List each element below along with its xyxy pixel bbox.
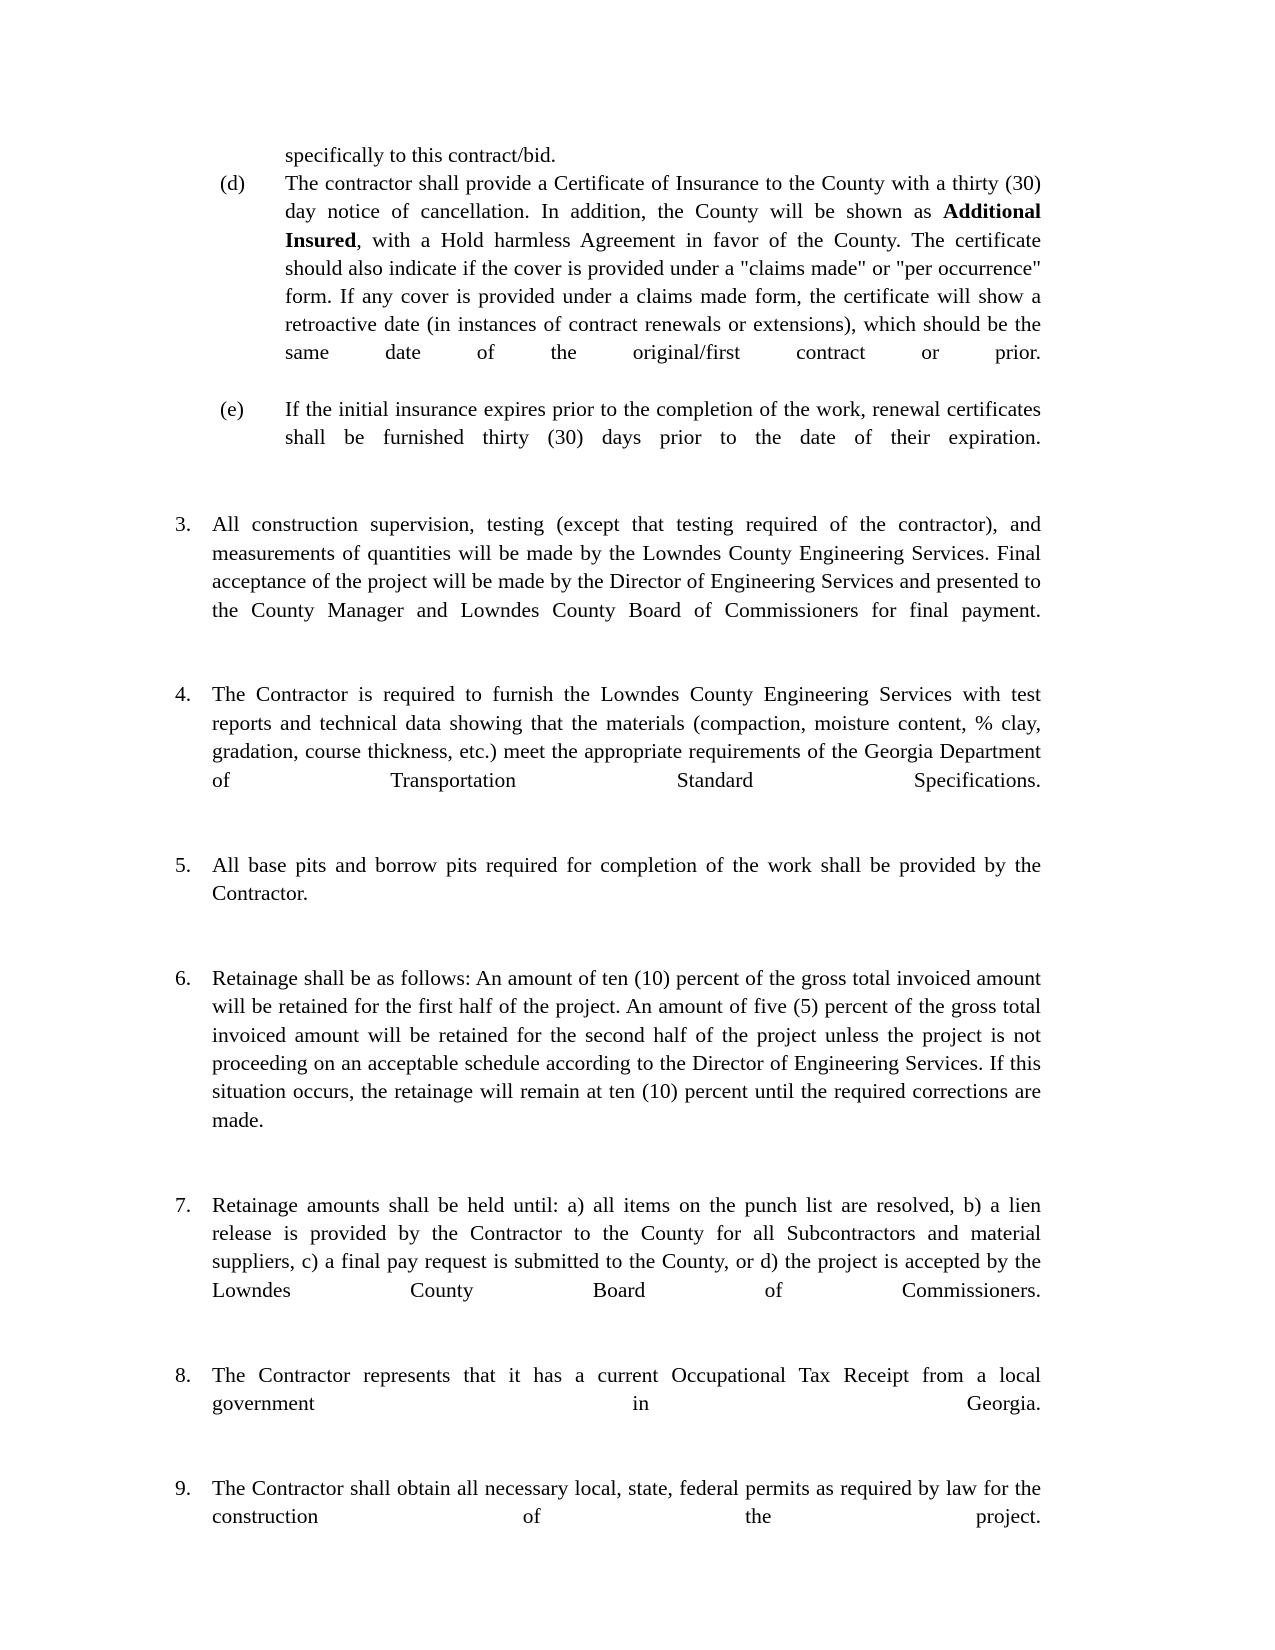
numbered-item-8-text: The Contractor represents that it has a current Occupational Tax Receipt from a local government in Georgia. (212, 1362, 1041, 1415)
numbered-item-9-marker: 9. (175, 1475, 192, 1500)
numbered-item-8-marker: 8. (175, 1362, 192, 1387)
numbered-item-8 (175, 1361, 1041, 1446)
numbered-item-7-marker: 7. (175, 1192, 192, 1217)
lettered-sub-item-list (175, 141, 1041, 479)
sub-item-d-text-before-bold: The contractor shall provide a Certificate of Insurance to the County with a thirty (30) day notice of cancellation. In addition, the County will be shown as (285, 171, 1041, 224)
numbered-item-6-marker: 6. (175, 965, 192, 990)
numbered-item-7 (175, 1191, 1041, 1333)
sub-item-d-text-after-bold: , with a Hold harmless Agreement in favor of the County. The certificate should also indicate if the cover is provided under a "claims made" or "per occurrence" form. If any cover is provided under a claims made form, the certificate will show a retroactive date (in instances of contract renewals or extensions), which should be the same date of the original/first contract or prior. (285, 227, 1041, 365)
numbered-item-4-marker: 4. (175, 682, 192, 707)
document-body (175, 141, 1041, 1581)
numbered-item-3-marker: 3. (175, 512, 192, 537)
numbered-item-9-text: The Contractor shall obtain all necessary local, state, federal permits as required by law for the construction of the project. (212, 1475, 1041, 1529)
sub-item-e-marker: (e) (220, 396, 244, 421)
numbered-item-3 (175, 510, 1041, 652)
numbered-item-7-text: Retainage amounts shall be held until: a) all items on the punch list are resolved, b) a lien release is provided by the Contractor to the County for all Subcontractors and material suppliers, c) a final pay request is submitted to the County, or d) the project is accepted by the Lowndes County Board of Commissioners. (212, 1192, 1041, 1302)
continued-paragraph-line: specifically to this contract/bid. (285, 143, 557, 167)
sub-item-d (175, 169, 1041, 395)
numbered-item-5-text: All base pits and borrow pits required for completion of the work shall be provided by the Contractor. (212, 852, 1041, 905)
numbered-item-4 (175, 680, 1041, 822)
numbered-item-3-text: All construction supervision, testing (except that testing required of the contractor), and measurements of quantities will be made by the Lowndes County Engineering Services. Final acceptance of the project will be made by the Director of Engineering Services and presented to the County Manager and Lowndes County Board of Commissioners for final payment. (212, 512, 1041, 622)
numbered-item-5 (175, 851, 1041, 936)
sub-item-e (175, 395, 1041, 480)
numbered-item-6 (175, 964, 1041, 1163)
numbered-item-6-text: Retainage shall be as follows: An amount of ten (10) percent of the gross total invoiced amount will be retained for the first half of the project. An amount of five (5) percent of the gross total invoiced amount will be retained for the second half of the project unless the project is not proceeding on an acceptable schedule according to the Director of Engineering Services. If this situation occurs, the retainage will remain at ten (10) percent until the required corrections are made. (212, 965, 1041, 1132)
numbered-item-9 (175, 1474, 1041, 1559)
sub-item-e-text: If the initial insurance expires prior to the completion of the work, renewal certificates shall be furnished thirty (30) days prior to the date of their expiration. (285, 396, 1041, 450)
numbered-item-5-marker: 5. (175, 852, 192, 877)
numbered-item-list (175, 510, 1041, 1559)
sub-item-d-marker: (d) (220, 171, 246, 196)
numbered-item-4-text: The Contractor is required to furnish the Lowndes County Engineering Services with test reports and technical data showing that the materials (compaction, moisture content, % clay, gradation, course thickness, etc.) meet the appropriate requirements of the Georgia Department of Transportation Standard Specifications. (212, 682, 1041, 792)
sub-item-d-bold-term: Additional Insured (285, 199, 1041, 252)
